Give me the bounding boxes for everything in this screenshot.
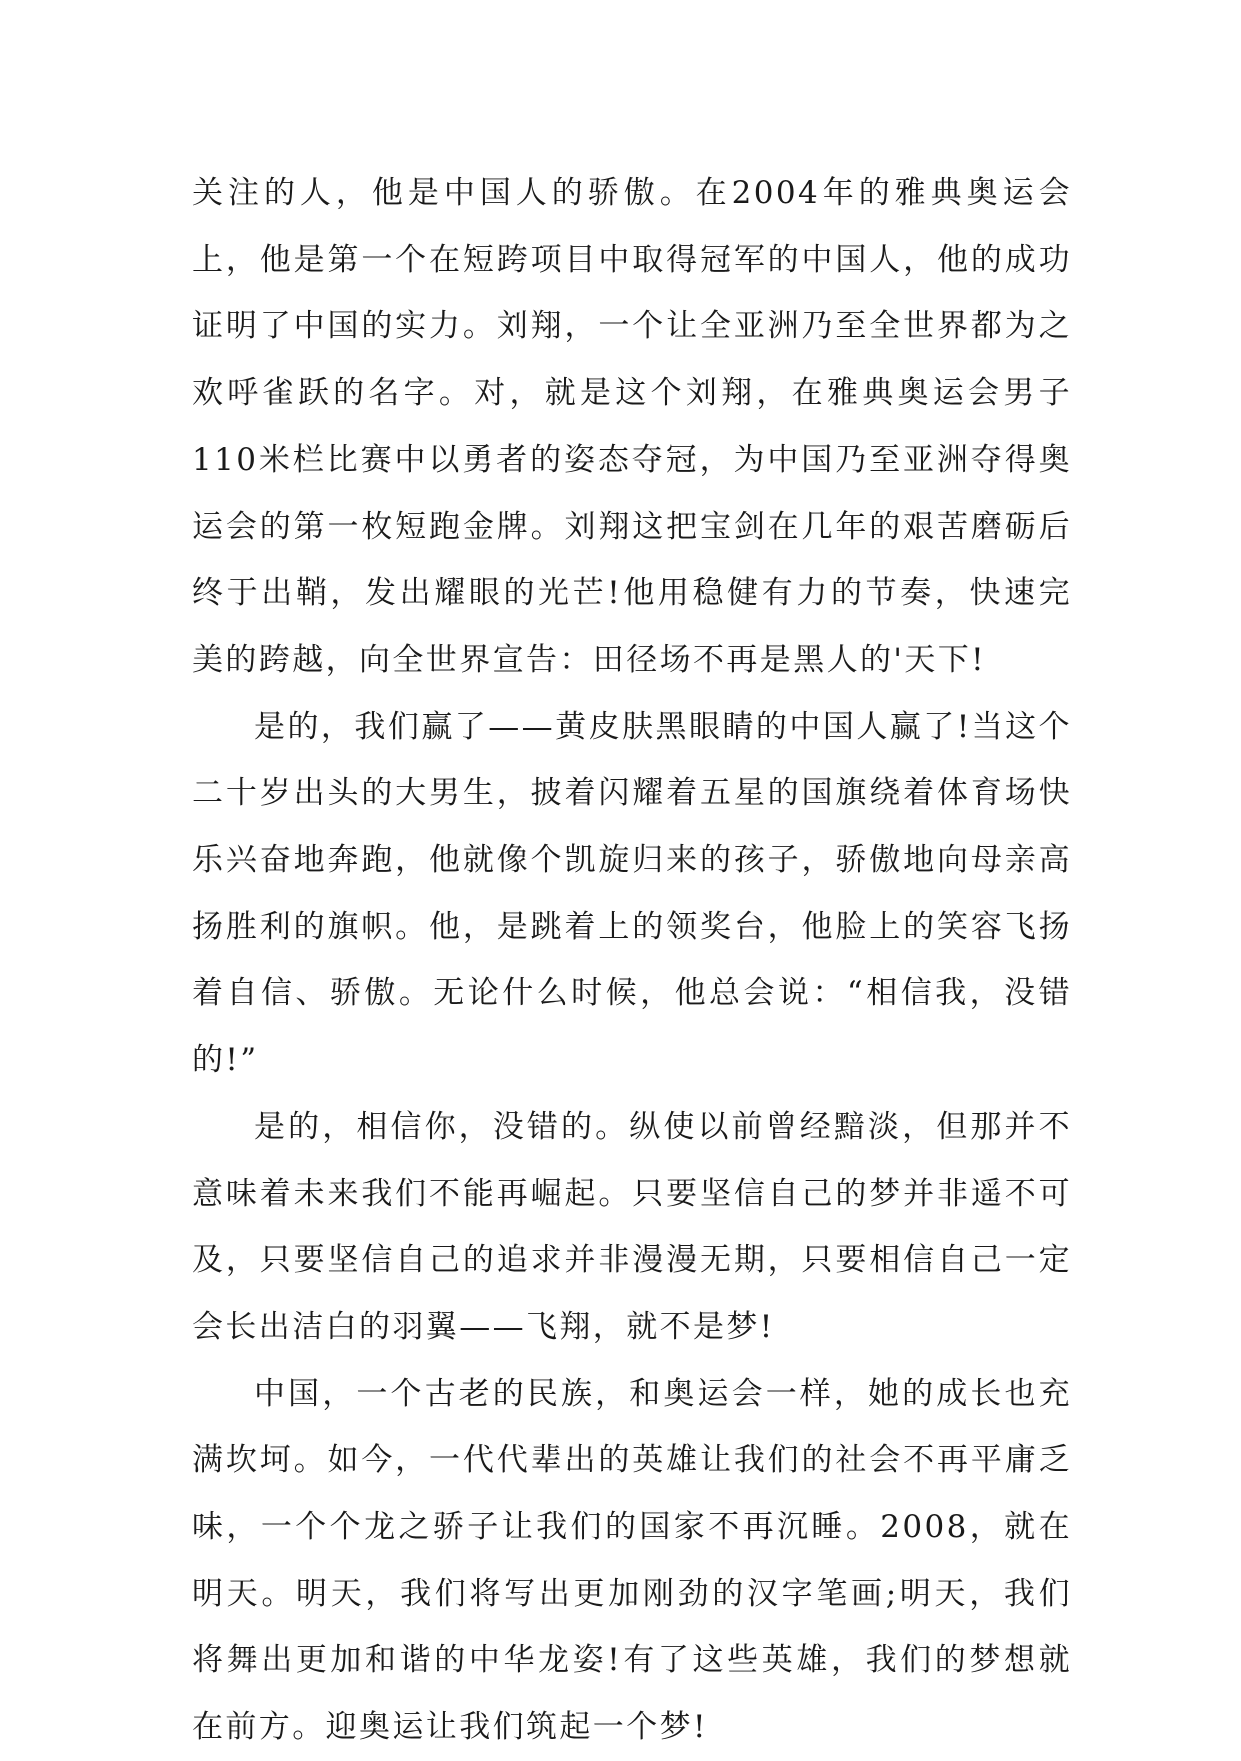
document-body — [192, 160, 1072, 1761]
paragraph-continuation: 关注的人，他是中国人的骄傲。在2004年的雅典奥运会上，他是第一个在短跨项目中取得冠军的中国人，他的成功证明了中国的实力。刘翔，一个让全亚洲乃至全世界都为之欢呼雀跃的名字。对，就是这个刘翔，在雅典奥运会男子110米栏比赛中以勇者的姿态夺冠，为中国乃至亚洲夺得奥运会的第一枚短跑金牌。刘翔这把宝剑在几年的艰苦磨砺后终于出鞘，发出耀眼的光芒!他用稳健有力的节奏，快速完美的跨越，向全世界宣告：田径场不再是黑人的'天下! — [192, 175, 1072, 678]
paragraph-china-dream: 中国，一个古老的民族，和奥运会一样，她的成长也充满坎坷。如今，一代代辈出的英雄让我们的社会不再平庸乏味，一个个龙之骄子让我们的国家不再沉睡。2008，就在明天。明天，我们将写出更加刚劲的汉字笔画;明天，我们将舞出更加和谐的中华龙姿!有了这些英雄，我们的梦想就在前方。迎奥运让我们筑起一个梦! — [192, 1375, 1072, 1746]
paragraph-believe: 是的，相信你，没错的。纵使以前曾经黯淡，但那并不意味着未来我们不能再崛起。只要坚信自己的梦并非遥不可及，只要坚信自己的追求并非漫漫无期，只要相信自己一定会长出洁白的羽翼——飞翔，就不是梦! — [192, 1108, 1072, 1345]
paragraph-victory: 是的，我们赢了——黄皮肤黑眼睛的中国人赢了!当这个二十岁出头的大男生，披着闪耀着五星的国旗绕着体育场快乐兴奋地奔跑，他就像个凯旋归来的孩子，骄傲地向母亲高扬胜利的旗帜。他，是跳着上的领奖台，他脸上的笑容飞扬着自信、骄傲。无论什么时候，他总会说：“相信我，没错的!” — [192, 708, 1072, 1079]
